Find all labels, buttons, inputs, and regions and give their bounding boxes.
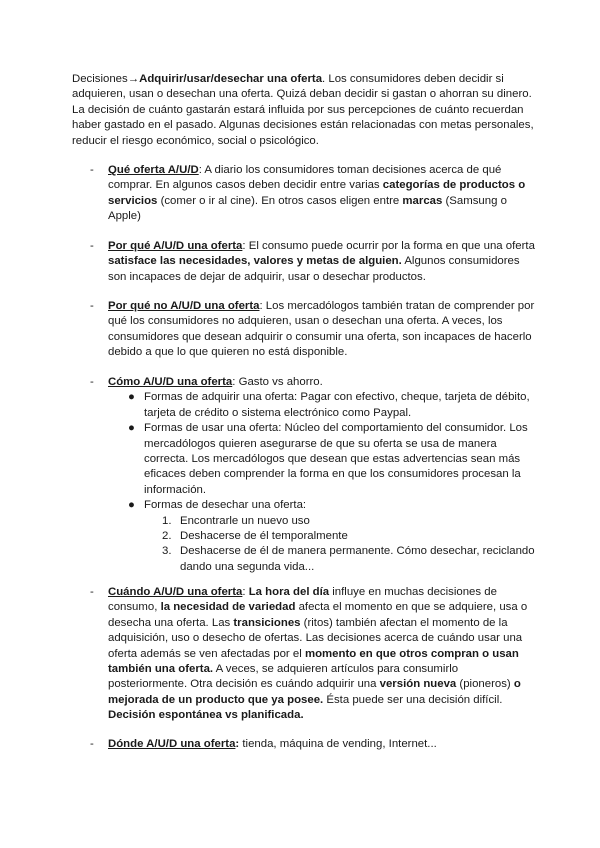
section-title-donde: Dónde A/U/D una oferta <box>108 738 236 750</box>
dash-marker: - <box>90 240 94 252</box>
bullet-item: ● Formas de desechar una oferta: 1. Encontrarle un nuevo uso 2. Deshacerse de él temporalmente 3. Deshacerse de él de manera permanente. Cómo desechar, reciclando dando una segunda vida... <box>108 498 536 575</box>
section-text: Por qué no A/U/D una oferta: Los mercadólogos también tratan de comprender por qué los consumidores no adquieren, usan o desechan una oferta. A veces, los consumidores que desean adquirir o consumir una oferta, son incapaces de hacerlo debido a que lo que quieren no está disponible. <box>108 300 535 359</box>
numbered-item: 1. Encontrarle un nuevo uso <box>162 514 310 527</box>
dash-marker: - <box>90 738 94 750</box>
section-title-cuando: Cuándo A/U/D una oferta <box>108 586 243 598</box>
numbered-item: 3. Deshacerse de él de manera permanente. Cómo desechar, reciclando dando una segunda vida... <box>162 545 535 573</box>
dash-marker: - <box>90 300 94 312</box>
section-por-que <box>90 239 536 285</box>
section-title-que: Qué oferta A/U/D <box>108 164 199 176</box>
section-cuando <box>90 585 536 724</box>
bullet-dot: ● <box>128 422 135 435</box>
dash-marker: - <box>90 586 94 598</box>
intro-text-2: . Los consumidores deben decidir si adquieren, usan o desechan una oferta. Quizá deban decidir si gastan o ahorran su dinero. La decisión de cuánto gastarán estará influida por sus percepciones de cuánto recuerdan haber gastado en el pasado. Algunas decisiones están relacionadas con metas personales, reducir el riesgo económico, social o psicológico. <box>72 73 534 147</box>
section-por-que-no <box>90 299 536 361</box>
section-text: Dónde A/U/D una oferta: tienda, máquina de vending, Internet... <box>108 738 437 750</box>
section-title-por-que: Por qué A/U/D una oferta <box>108 240 243 252</box>
intro-paragraph <box>72 72 534 149</box>
intro-text-1: Decisiones <box>72 73 128 85</box>
section-como <box>90 375 536 575</box>
bullet-dot: ● <box>128 391 135 404</box>
section-como-heading: Cómo A/U/D una oferta: Gasto vs ahorro. <box>108 376 323 388</box>
bullet-item: ● Formas de adquirir una oferta: Pagar con efectivo, cheque, tarjeta de débito, tarjeta de crédito o sistema electrónico como Paypal. <box>128 391 530 419</box>
section-title-por-que-no: Por qué no A/U/D una oferta <box>108 300 260 312</box>
arrow-symbol: → <box>127 73 140 85</box>
dash-marker: - <box>90 164 94 176</box>
section-text: Por qué A/U/D una oferta: El consumo puede ocurrir por la forma en que una oferta satisface las necesidades, valores y metas de alguien. Algunos consumidores son incapaces de dejar de adquirir, usar o desechar productos. <box>108 240 535 283</box>
section-que-oferta <box>90 163 536 225</box>
intro-bold-title: Adquirir/usar/desechar una oferta <box>139 73 323 85</box>
bullet-list <box>108 390 536 575</box>
section-text: Qué oferta A/U/D: A diario los consumidores toman decisiones acerca de qué comprar. En algunos casos deben decidir entre varias categorías de productos o servicios (comer o ir al cine). En otros casos eligen entre marcas (Samsung o Apple) <box>108 164 526 223</box>
section-text <box>108 375 536 575</box>
bullet-item: ● Formas de usar una oferta: Núcleo del comportamiento del consumidor. Los mercadólogos quieren asegurarse de que su oferta se usa de manera correcta. Los mercadólogos que desean que estas advertencias sean más eficaces deben comprender la forma en que los consumidores procesan la información. <box>128 422 528 496</box>
dash-marker: - <box>90 376 94 388</box>
section-title-como: Cómo A/U/D una oferta <box>108 376 233 388</box>
section-donde <box>90 737 536 752</box>
numbered-list <box>144 514 536 576</box>
numbered-item: 2. Deshacerse de él temporalmente <box>162 530 348 543</box>
section-text: Cuándo A/U/D una oferta: La hora del día influye en muchas decisiones de consumo, la necesidad de variedad afecta el momento en que se adquiere, usa o desecha una oferta. Las transiciones (ritos) también afectan el momento de la adquisición, uso o desecho de ofertas. Las decisiones acerca de cuándo usar una oferta además se ven afectadas por el momento en que otros compran o usan también una oferta. A veces, se adquieren artículos para consumirlo posteriormente. Otra decisión es cuándo adquirir una versión nueva (pioneros) o mejorada de un producto que ya posee. Ésta puede ser una decisión difícil. Decisión espontánea vs planificada. <box>108 586 528 722</box>
bullet-dot: ● <box>128 499 135 512</box>
